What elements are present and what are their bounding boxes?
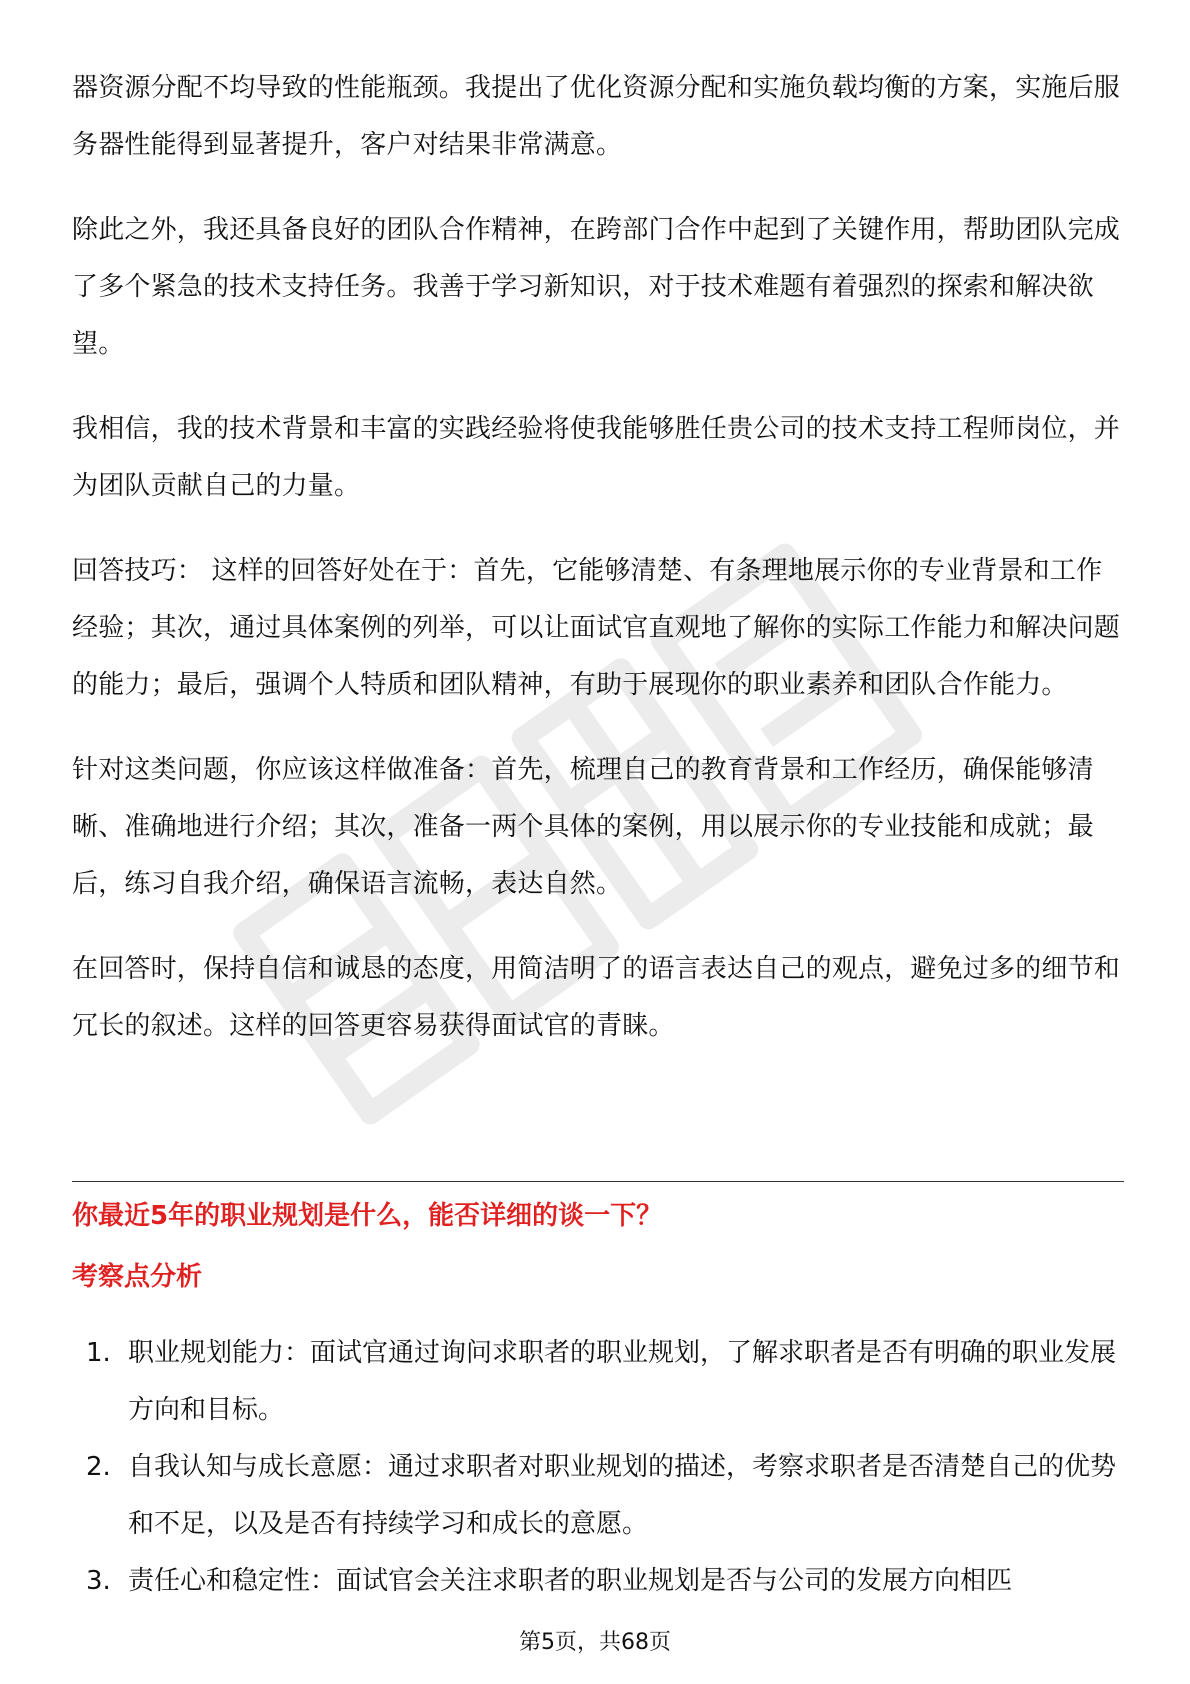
paragraph: 我相信，我的技术背景和丰富的实践经验将使我能够胜任贵公司的技术支持工程师岗位，并为团队贡献自己的力量。 [72,414,1121,501]
list-item-number: 3. [86,1566,111,1596]
list-item [72,1553,1122,1610]
list-item [72,1325,1122,1439]
document-body [72,60,1122,1083]
list-item [72,1439,1122,1553]
list-item-number: 2. [86,1452,111,1482]
paragraph: 在回答时，保持自信和诚恳的态度，用简洁明了的语言表达自己的观点，避免过多的细节和冗长的叙述。这样的回答更容易获得面试官的青睐。 [72,954,1121,1041]
list-item-number: 1. [86,1338,111,1368]
list-item-text: 自我认知与成长意愿：通过求职者对职业规划的描述，考察求职者是否清楚自己的优势和不足，以及是否有持续学习和成长的意愿。 [128,1452,1117,1539]
page-footer: 第5页，共68页 [519,1630,671,1655]
analysis-heading: 考察点分析 [72,1262,203,1292]
paragraph: 器资源分配不均导致的性能瓶颈。我提出了优化资源分配和实施负载均衡的方案，实施后服务器性能得到显著提升，客户对结果非常满意。 [72,73,1121,160]
list-item-text: 责任心和稳定性：面试官会关注求职者的职业规划是否与公司的发展方向相匹 [128,1566,1013,1596]
analysis-list [72,1325,1122,1610]
list-item-text: 职业规划能力：面试官通过询问求职者的职业规划，了解求职者是否有明确的职业发展方向和目标。 [128,1338,1117,1425]
question-heading: 你最近5年的职业规划是什么，能否详细的谈一下？ [72,1201,663,1231]
answer-tips-paragraph: 回答技巧： 这样的回答好处在于：首先，它能够清楚、有条理地展示你的专业背景和工作经验；其次，通过具体案例的列举，可以让面试官直观地了解你的实际工作能力和解决问题的能力；最后，强调个人特质和团队精神，有助于展现你的职业素养和团队合作能力。 [72,556,1121,700]
paragraph: 除此之外，我还具备良好的团队合作精神，在跨部门合作中起到了关键作用，帮助团队完成了多个紧急的技术支持任务。我善于学习新知识，对于技术难题有着强烈的探索和解决欲望。 [72,215,1121,359]
paragraph: 针对这类问题，你应该这样做准备：首先，梳理自己的教育背景和工作经历，确保能够清晰、准确地进行介绍；其次，准备一两个具体的案例，用以展示你的专业技能和成就；最后，练习自我介绍，确保语言流畅，表达自然。 [72,755,1094,899]
section-divider [72,1181,1124,1182]
